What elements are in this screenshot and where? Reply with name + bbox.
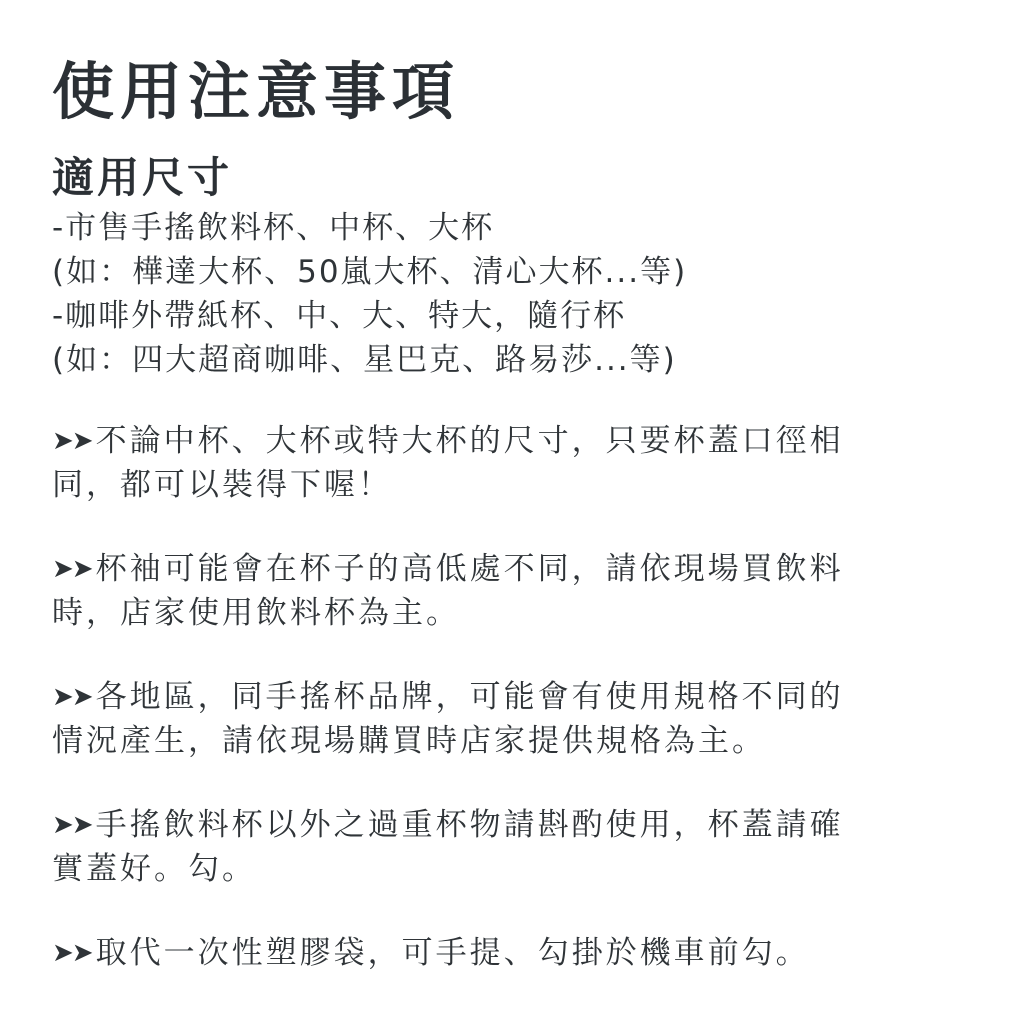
notes-list bbox=[52, 420, 972, 976]
size-list bbox=[52, 206, 972, 382]
double-arrow-icon: ➤➤ bbox=[52, 938, 92, 968]
double-arrow-icon: ➤➤ bbox=[52, 426, 92, 456]
note-text: 杯袖可能會在杯子的高低處不同，請依現場買飲料 bbox=[95, 551, 844, 587]
note-line: 實蓋好。勾。 bbox=[52, 851, 256, 887]
size-line: -市售手搖飲料杯、中杯、大杯 bbox=[52, 210, 495, 246]
note-item bbox=[52, 548, 972, 634]
note-line bbox=[52, 420, 972, 464]
notice-page bbox=[52, 54, 972, 1018]
note-item bbox=[52, 420, 972, 506]
note-line: 同，都可以裝得下喔！ bbox=[52, 467, 392, 503]
section-heading: 適用尺寸 bbox=[52, 153, 233, 202]
note-item bbox=[52, 676, 972, 762]
page-title: 使用注意事項 bbox=[52, 55, 461, 128]
note-text: 取代一次性塑膠袋，可手提、勾掛於機車前勾。 bbox=[95, 935, 810, 971]
double-arrow-icon: ➤➤ bbox=[52, 554, 92, 584]
note-item bbox=[52, 932, 972, 976]
note-text: 各地區，同手搖杯品牌，可能會有使用規格不同的 bbox=[95, 679, 844, 715]
double-arrow-icon: ➤➤ bbox=[52, 682, 92, 712]
note-line: 時，店家使用飲料杯為主。 bbox=[52, 595, 460, 631]
note-item bbox=[52, 804, 972, 890]
note-text: 手搖飲料杯以外之過重杯物請斟酌使用，杯蓋請確 bbox=[95, 807, 844, 843]
size-line: (如：四大超商咖啡、星巴克、路易莎...等) bbox=[52, 342, 677, 378]
note-line bbox=[52, 676, 972, 720]
note-line: 情況產生，請依現場購買時店家提供規格為主。 bbox=[52, 723, 766, 759]
note-line bbox=[52, 804, 972, 848]
note-text: 不論中杯、大杯或特大杯的尺寸，只要杯蓋口徑相 bbox=[95, 423, 844, 459]
note-line bbox=[52, 932, 972, 976]
size-line: -咖啡外帶紙杯、中、大、特大，隨行杯 bbox=[52, 298, 627, 334]
note-line bbox=[52, 548, 972, 592]
double-arrow-icon: ➤➤ bbox=[52, 810, 92, 840]
size-line: (如：樺達大杯、50嵐大杯、清心大杯...等) bbox=[52, 254, 688, 290]
